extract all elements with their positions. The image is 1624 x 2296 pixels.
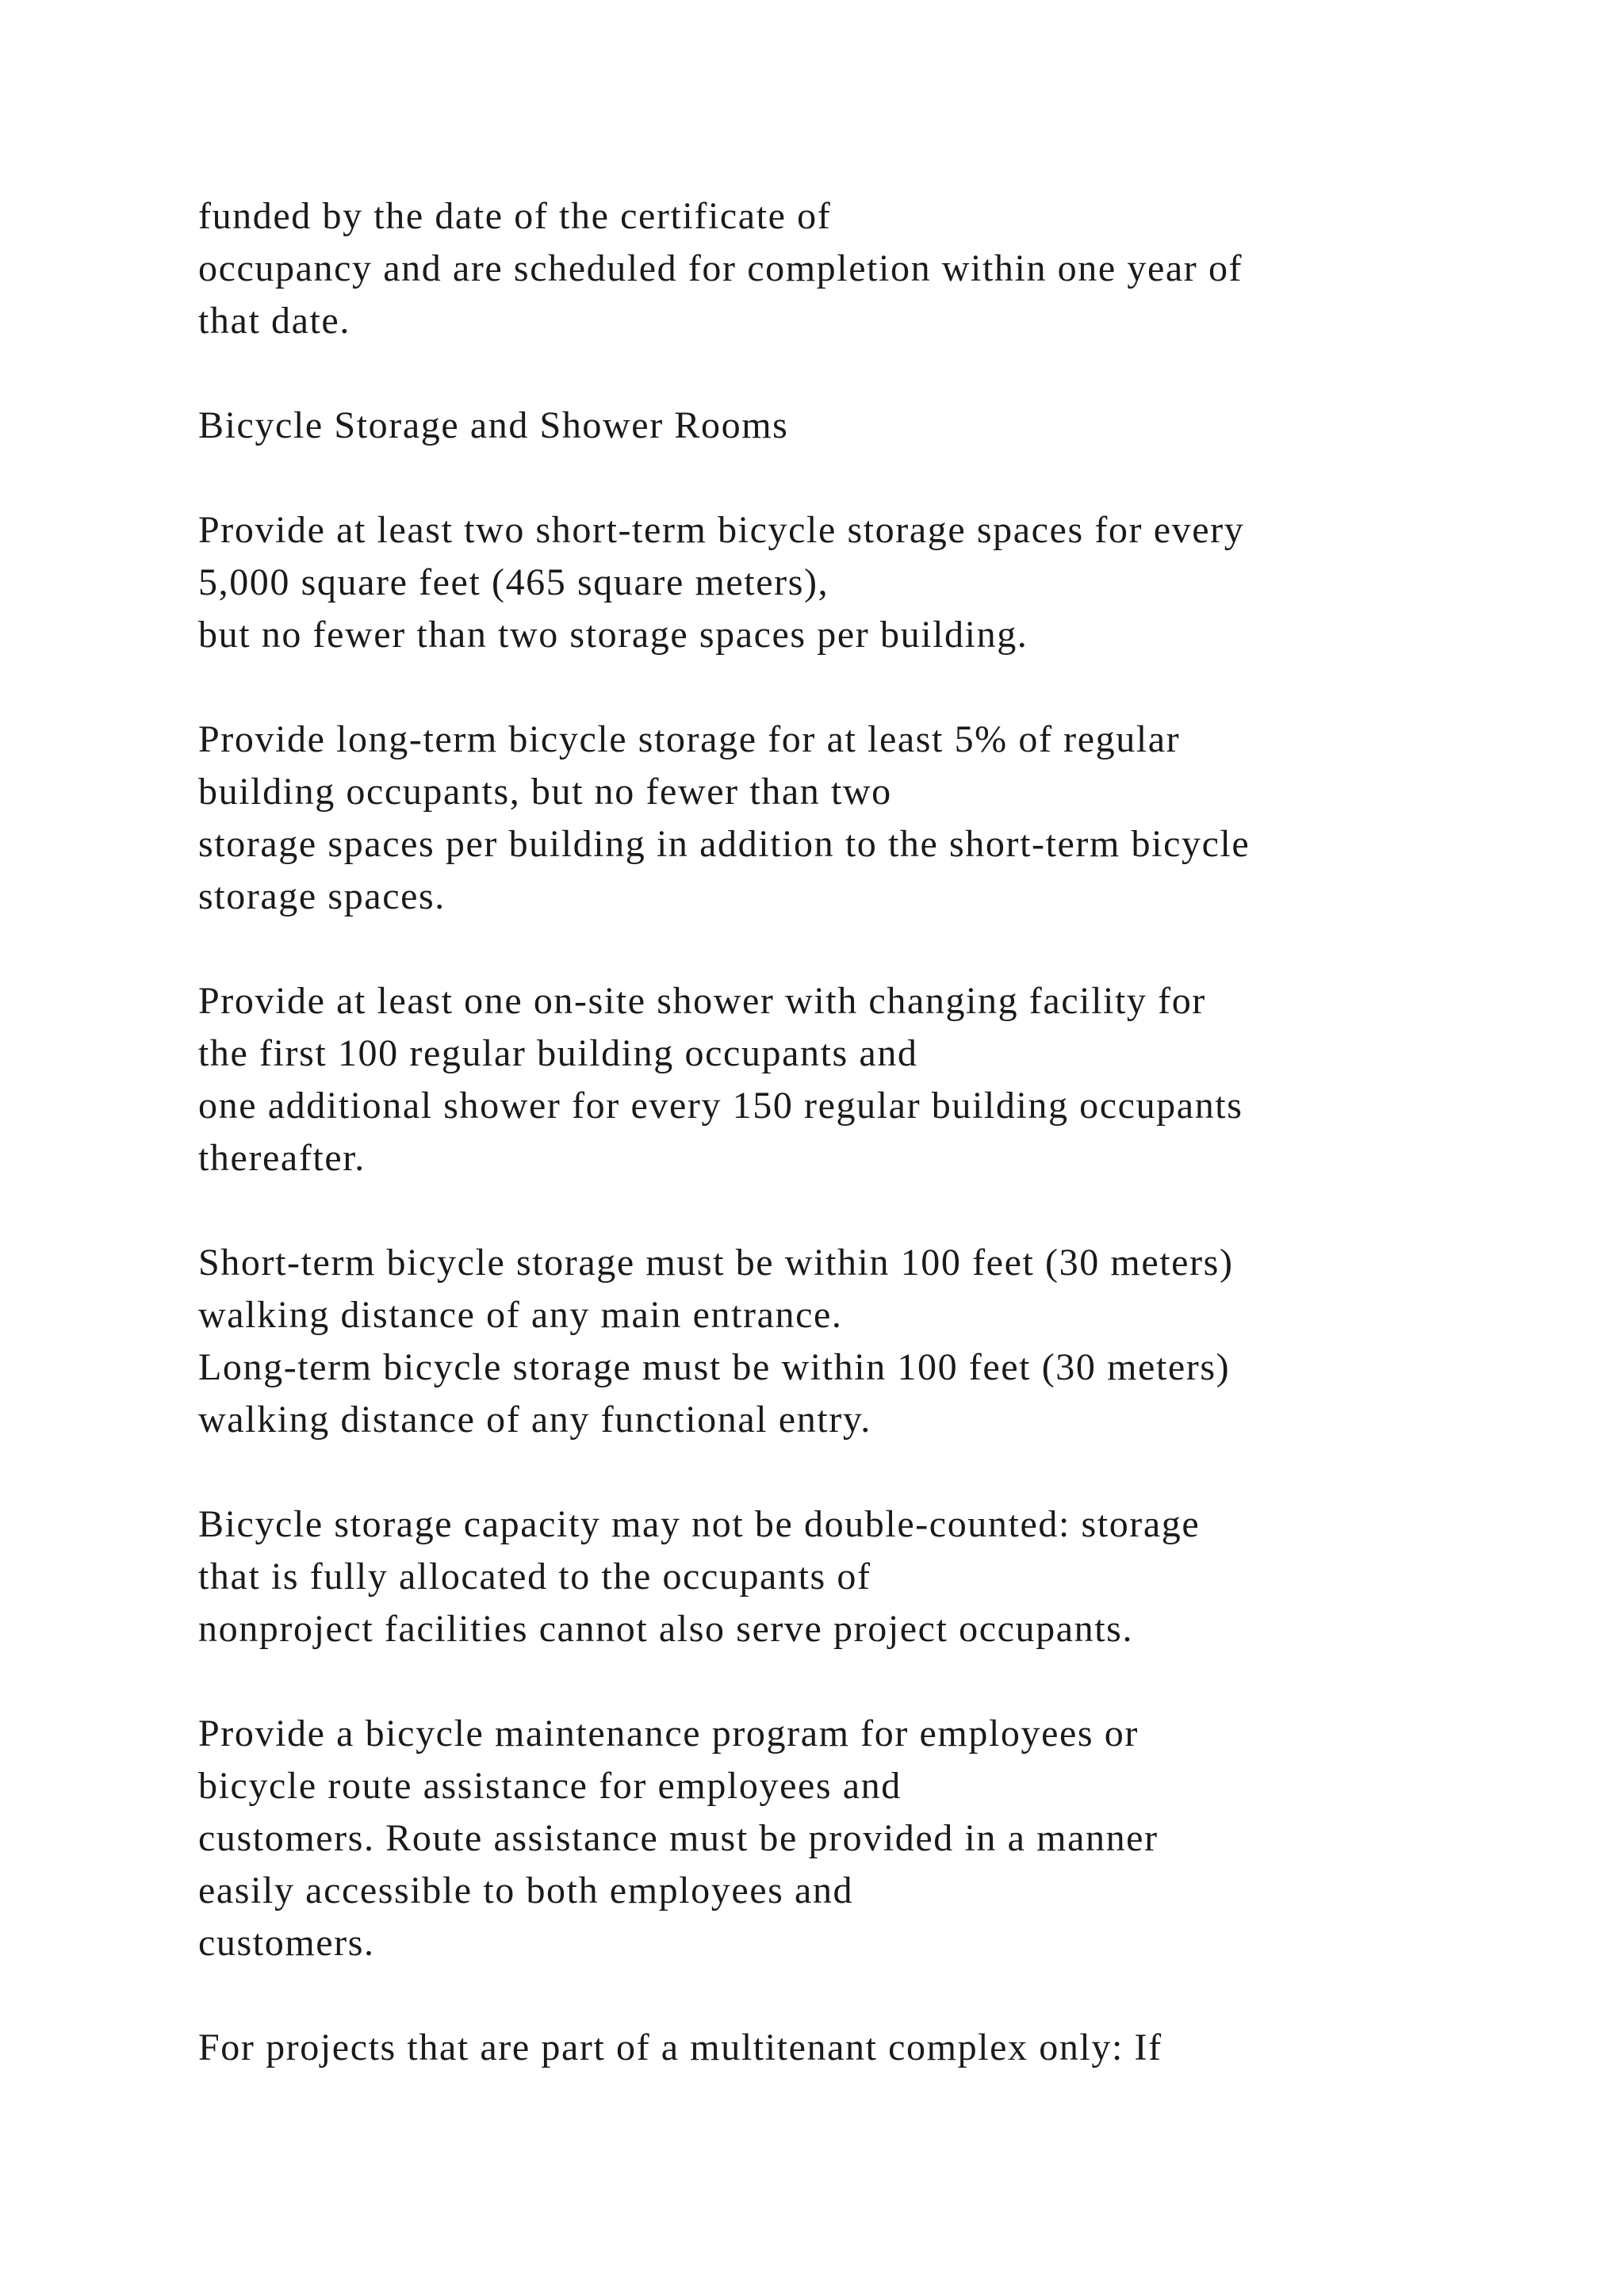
text-line: easily accessible to both employees and: [198, 1869, 854, 1911]
text-line: Bicycle storage capacity may not be double-counted: storage: [198, 1503, 1201, 1545]
paragraph-certificate-continuation: [198, 190, 1546, 347]
text-line: occupancy and are scheduled for completion within one year of: [198, 247, 1243, 289]
text-line: Provide at least two short-term bicycle storage spaces for every: [198, 509, 1245, 551]
paragraph-maintenance-program: [198, 1708, 1546, 1969]
paragraph-double-counting: [198, 1498, 1546, 1655]
text-line: customers.: [198, 1922, 375, 1964]
heading-text: Bicycle Storage and Shower Rooms: [198, 404, 789, 446]
text-line: Provide a bicycle maintenance program for employees or: [198, 1712, 1139, 1755]
text-line: building occupants, but no fewer than two: [198, 771, 892, 813]
section-heading: [198, 400, 1546, 452]
text-line: customers. Route assistance must be provided in a manner: [198, 1817, 1159, 1859]
text-line: one additional shower for every 150 regular building occupants: [198, 1085, 1243, 1127]
text-line: walking distance of any main entrance.: [198, 1294, 843, 1336]
text-line: Provide long-term bicycle storage for at least 5% of regular: [198, 718, 1181, 760]
text-line: For projects that are part of a multitenant complex only: If: [198, 2026, 1162, 2068]
text-line: thereafter.: [198, 1137, 366, 1179]
text-line: bicycle route assistance for employees and: [198, 1765, 902, 1807]
text-line: 5,000 square feet (465 square meters),: [198, 561, 829, 603]
text-line: storage spaces.: [198, 875, 446, 917]
text-line: Short-term bicycle storage must be within 100 feet (30 meters): [198, 1242, 1234, 1284]
paragraph-long-term-storage: [198, 714, 1546, 923]
text-line: that is fully allocated to the occupants of: [198, 1556, 871, 1598]
paragraph-multitenant: [198, 2022, 1546, 2074]
text-line: the first 100 regular building occupants and: [198, 1032, 918, 1074]
paragraph-short-term-storage: [198, 504, 1546, 661]
paragraph-showers: [198, 975, 1546, 1184]
paragraph-walking-distance: [198, 1237, 1546, 1446]
text-line: funded by the date of the certificate of: [198, 195, 832, 237]
text-line: but no fewer than two storage spaces per building.: [198, 614, 1028, 656]
text-line: storage spaces per building in addition to the short-term bicycle: [198, 823, 1251, 865]
text-line: walking distance of any functional entry.: [198, 1399, 871, 1441]
text-line: nonproject facilities cannot also serve project occupants.: [198, 1608, 1134, 1650]
document-body: [198, 190, 1546, 2126]
text-line: Provide at least one on-site shower with changing facility for: [198, 980, 1206, 1022]
text-line: that date.: [198, 300, 350, 342]
text-line: Long-term bicycle storage must be within 100 feet (30 meters): [198, 1346, 1231, 1388]
